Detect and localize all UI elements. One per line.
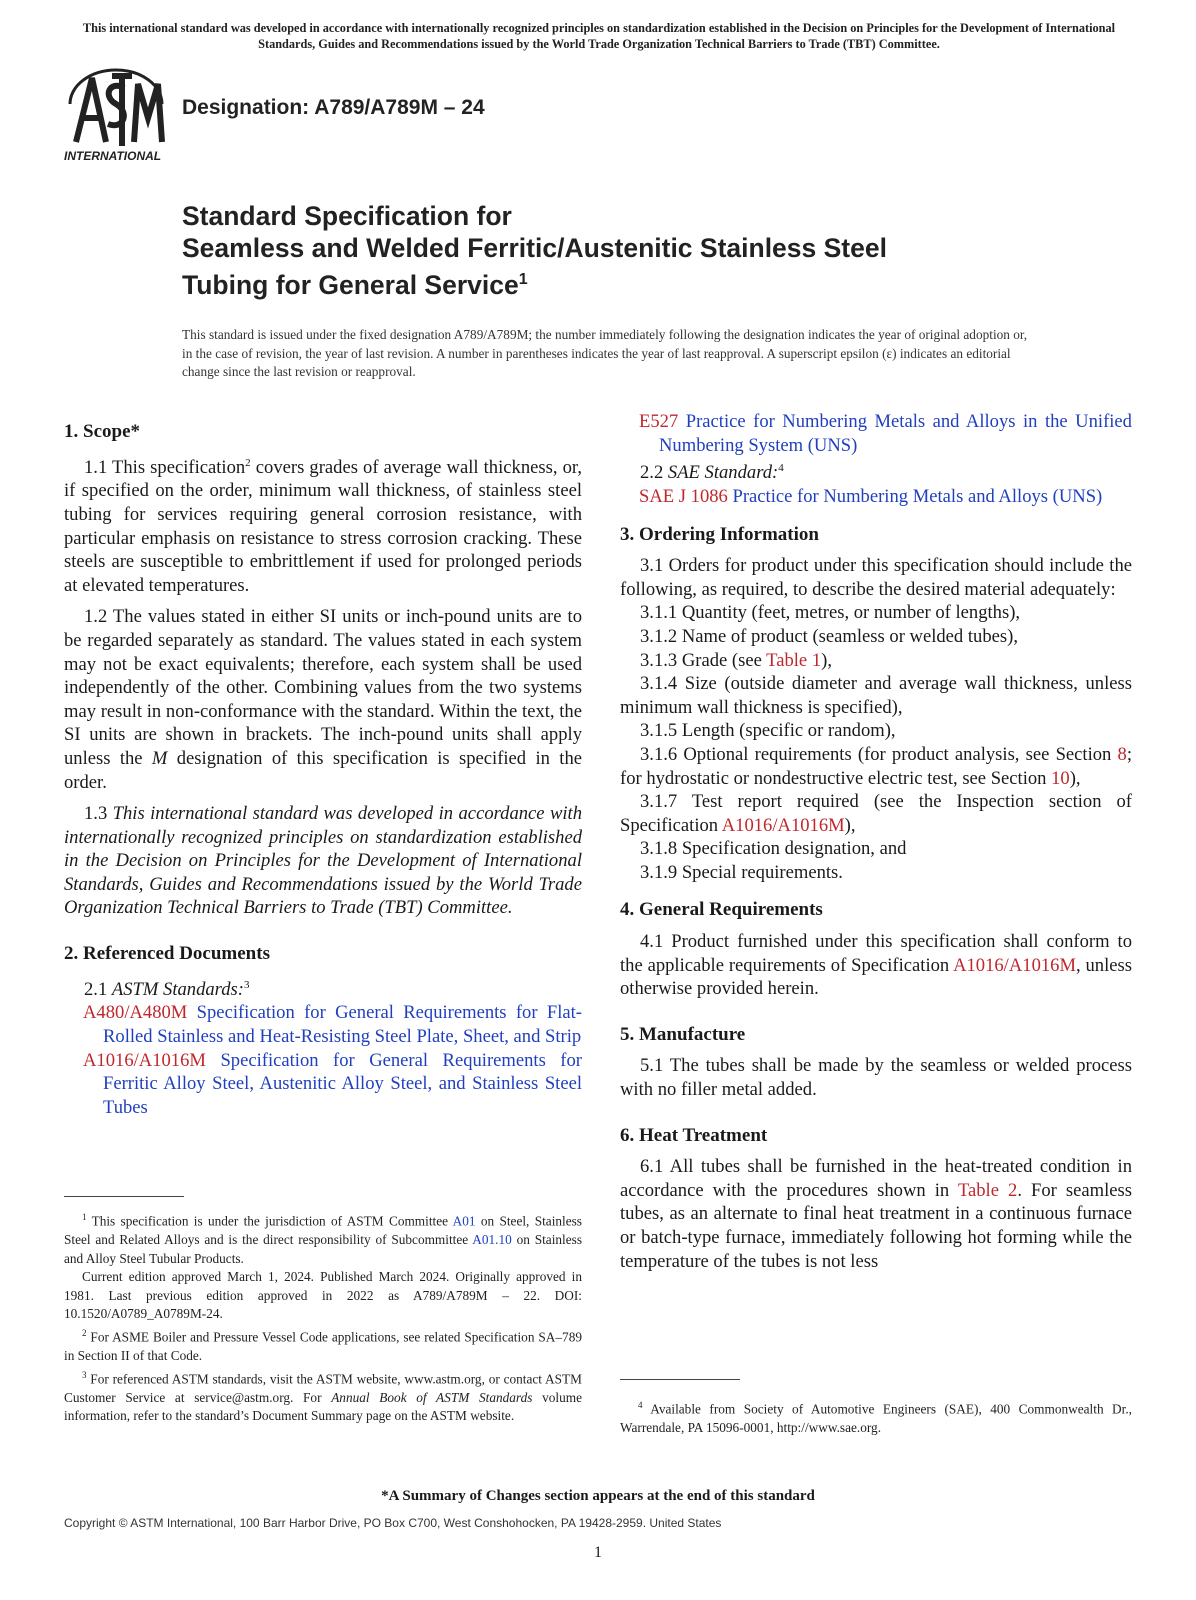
footnote-1: $^1$ This specification is under the jurisdiction of ASTM Committee A01 on Steel, Stainless Steel and Related Alloys and is the direct responsibility of Subcommittee A01.10 on Stainless and Alloy Steel Tubular Products. bbox=[64, 1212, 582, 1266]
a1016-link[interactable]: A1016/A1016M bbox=[953, 954, 1076, 976]
footnote-4: $^4$ Available from Society of Automotive Engineers (SAE), 400 Commonwealth Dr., Warrendale, PA 15096-0001, http://www.sae.org. bbox=[620, 1400, 1132, 1436]
reference-a480[interactable] bbox=[64, 1001, 582, 1048]
top-notice: This international standard was developed in accordance with internationally recognized principles on standardization established in the Decision on Principles for the Development of International Standards, Guides and Recommendations issued by the World Trade Organization Technical Barriers to Trade (TBT) Committee. bbox=[82, 21, 1116, 51]
reference-code[interactable]: A480/A480M bbox=[83, 1002, 188, 1024]
item-3-1-6: 3.1.6 Optional requirements (for product analysis, see Section 8; for hydrostatic or nondestructive electric test, see Section 10), bbox=[620, 743, 1132, 789]
section-2-heading: 2. Referenced Documents bbox=[64, 943, 270, 965]
footnote-ref-2[interactable]: 2 bbox=[245, 456, 251, 469]
reference-title[interactable]: Specification for General Requirements for Ferritic Alloy Steel, Austenitic Alloy Steel, and Stainless Steel Tubes bbox=[103, 1049, 582, 1118]
table-2-link[interactable]: Table 2 bbox=[957, 1179, 1018, 1201]
right-column bbox=[620, 411, 1133, 1281]
item-3-1-7: 3.1.7 Test report required (see the Inspection section of Specification A1016/A1016M), bbox=[620, 791, 1132, 836]
paragraph-5-1: 5.1 The tubes shall be made by the seamless or welded process with no filler metal added. bbox=[620, 1055, 1132, 1101]
document-title bbox=[182, 200, 887, 301]
item-3-1-9: 3.1.9 Special requirements. bbox=[640, 861, 843, 883]
paragraph-1-1: 1.1 This specification$^2$ covers grades of average wall thickness, or, if specified on the order, minimum wall thickness, of stainless steel tubing for services requiring general corrosion resistance, with particular emphasis on resistance to stress corrosion cracking. These steels are susceptible to embrittlement if used for prolonged periods at elevated temperatures. bbox=[64, 456, 582, 596]
footnote-ref-3[interactable]: 3 bbox=[243, 978, 250, 991]
section-4-heading: 4. General Requirements bbox=[620, 899, 823, 921]
title-footnote-mark: 1 bbox=[518, 271, 528, 288]
section-8-link[interactable]: 8 bbox=[1117, 743, 1127, 765]
section-1-heading: 1. Scope* bbox=[64, 421, 140, 442]
title-line-3: Tubing for General Service bbox=[182, 269, 519, 300]
footnotes-left bbox=[64, 1208, 582, 1426]
paragraph-1-3: 1.3 This international standard was developed in accordance with internationally recognized principles on standardization established in the Decision on Principles for the Development of International Standards, Guides and Recommendations issued by the World Trade Organization Technical Barriers to Trade (TBT) Committee. bbox=[64, 803, 583, 919]
paragraph-3-1: 3.1 Orders for product under this specification should include the following, as required, to describe the desired material adequately: bbox=[620, 555, 1132, 600]
paragraph-6-1: 6.1 All tubes shall be furnished in the heat-treated condition in accordance with the procedures shown in Table 2. For seamless tubes, as an alternate to final heat treatment in a continuous furnace or batch-type furnace, immediately following hot forming while the temperature of the tubes is not less bbox=[620, 1156, 1133, 1272]
reference-sae-j1086[interactable] bbox=[620, 485, 1132, 509]
astm-standards-label: 2.1 ASTM Standards:$^3$ bbox=[84, 978, 250, 1000]
committee-link[interactable]: A01 bbox=[452, 1213, 476, 1229]
left-column bbox=[64, 420, 582, 1119]
astm-logo bbox=[62, 68, 170, 164]
item-3-1-5: 3.1.5 Length (specific or random), bbox=[640, 720, 896, 742]
reference-code[interactable]: SAE J 1086 bbox=[639, 485, 728, 507]
table-1-link[interactable]: Table 1 bbox=[766, 649, 822, 671]
logo-text: INTERNATIONAL bbox=[64, 149, 162, 163]
reference-a1016[interactable] bbox=[64, 1049, 582, 1120]
reference-title[interactable]: Practice for Numbering Metals and Alloys in the Unified Numbering System (UNS) bbox=[659, 411, 1132, 456]
summary-of-changes-note: *A Summary of Changes section appears at the end of this standard bbox=[381, 1488, 815, 1504]
footnote-2: $^2$ For ASME Boiler and Pressure Vessel Code applications, see related Specification SA–789 in Section II of that Code. bbox=[64, 1327, 582, 1363]
footnotes-right bbox=[620, 1396, 1132, 1438]
item-3-1-3: 3.1.3 Grade (see Table 1), bbox=[640, 649, 832, 671]
subcommittee-link[interactable]: A01.10 bbox=[472, 1232, 512, 1248]
reference-code[interactable]: E527 bbox=[639, 411, 679, 432]
title-line-1: Standard Specification for bbox=[182, 201, 512, 231]
a1016-link[interactable]: A1016/A1016M bbox=[721, 814, 845, 836]
designation: Designation: A789/A789M – 24 bbox=[182, 96, 485, 119]
paragraph-4-1: 4.1 Product furnished under this specification shall conform to the applicable requirements of Specification A1016/A1016M, unless otherwise provided herein. bbox=[620, 931, 1132, 1000]
page-number: 1 bbox=[594, 1544, 602, 1561]
section-10-link[interactable]: 10 bbox=[1051, 767, 1070, 789]
footnote-ref-4[interactable]: 4 bbox=[778, 462, 784, 475]
reference-title[interactable]: Specification for General Requirements for Flat-Rolled Stainless and Heat-Resisting Steel Plate, Sheet, and Strip bbox=[103, 1002, 582, 1048]
footnote-1-edition: Current edition approved March 1, 2024. Published March 2024. Originally approved in 1981. Last previous edition approved in 2022 as A789/A789M – 22. DOI: 10.1520/A0789_A0789M-24. bbox=[64, 1269, 582, 1322]
footnote-divider bbox=[620, 1379, 740, 1380]
item-3-1-8: 3.1.8 Specification designation, and bbox=[640, 838, 907, 860]
item-3-1-2: 3.1.2 Name of product (seamless or welded tubes), bbox=[640, 625, 1018, 647]
section-6-heading: 6. Heat Treatment bbox=[620, 1124, 768, 1146]
item-3-1-4: 3.1.4 Size (outside diameter and average wall thickness, unless minimum wall thickness is specified), bbox=[620, 673, 1132, 718]
issuance-note: This standard is issued under the fixed designation A789/A789M; the number immediately following the designation indicates the year of original adoption or, in the case of revision, the year of last revision. A number in parentheses indicates the year of last reapproval. A superscript epsilon (ε) indicates an editorial change since the last revision or reapproval. bbox=[182, 327, 1028, 380]
reference-code[interactable]: A1016/A1016M bbox=[83, 1049, 206, 1071]
section-3-heading: 3. Ordering Information bbox=[620, 523, 819, 545]
reference-title[interactable]: Practice for Numbering Metals and Alloys (UNS) bbox=[732, 485, 1103, 507]
copyright: Copyright © ASTM International, 100 Barr Harbor Drive, PO Box C700, West Conshohocken, PA 19428-2959. United States bbox=[64, 1516, 722, 1530]
reference-e527[interactable] bbox=[620, 410, 1132, 457]
section-5-heading: 5. Manufacture bbox=[620, 1023, 746, 1045]
footnote-3: $^3$ For referenced ASTM standards, visit the ASTM website, www.astm.org, or contact ASTM Customer Service at service@astm.org. For Annual Book of ASTM Standards volume information, refer to the standard’s Document Summary page on the ASTM website. bbox=[64, 1369, 582, 1424]
paragraph-1-2: 1.2 The values stated in either SI units or inch-pound units are to be regarded separately as standard. The values stated in each system may not be exact equivalents; therefore, each system shall be used independently of the other. Combining values from the two systems may result in non-conformance with the standard. Within the text, the SI units are shown in brackets. The inch-pound units shall apply unless the M designation of this specification is specified in the order. bbox=[64, 606, 582, 793]
sae-standard-label: 2.2 SAE Standard:$^4$ bbox=[640, 462, 784, 484]
item-3-1-1: 3.1.1 Quantity (feet, metres, or number of lengths), bbox=[640, 602, 1021, 624]
title-line-2: Seamless and Welded Ferritic/Austenitic Stainless Steel bbox=[182, 233, 887, 263]
footnote-divider bbox=[64, 1196, 184, 1197]
